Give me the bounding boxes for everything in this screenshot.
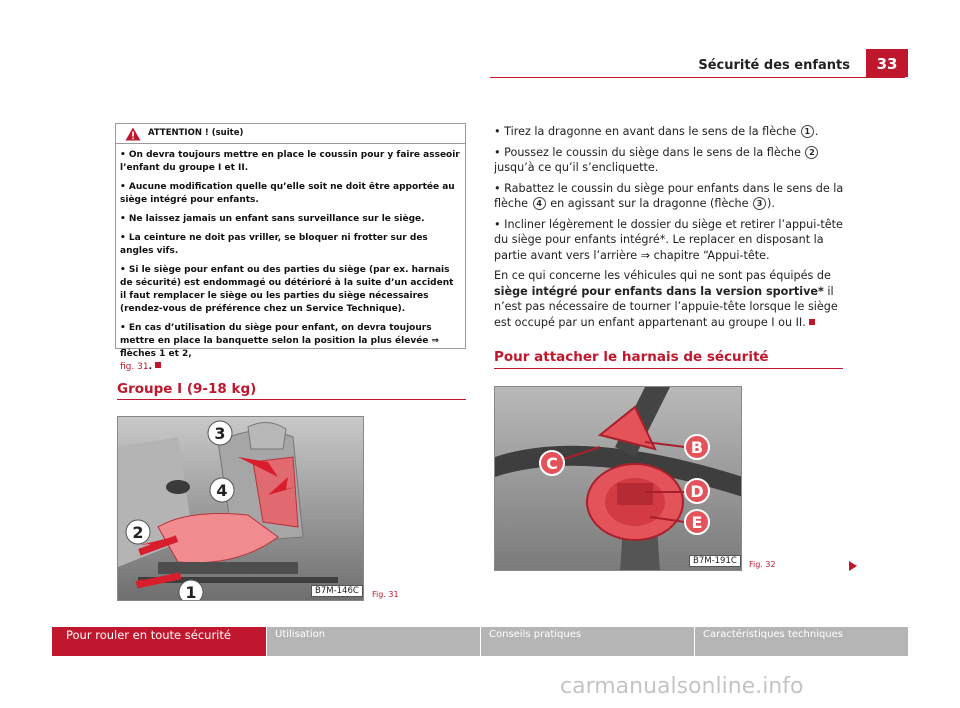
header-rule [490,77,905,78]
step-3 [494,181,846,212]
period: . [148,362,152,372]
section-rule [117,399,466,400]
next-page-arrow-icon[interactable] [848,561,858,571]
arrow-ref-1: 1 [801,125,814,138]
callout-c: C [546,454,558,473]
warning-title: ATTENTION ! (suite) [148,128,244,138]
warning-body [120,149,460,380]
step-text: ). [767,197,775,210]
callout-3: 3 [214,424,226,443]
warning-item: • Si le siège pour enfant ou des parties du siège (par ex. harnais de sécurité) est endommagé ou détérioré à la suite d’un accident il faut remplacer le siège ou les parties du siège nécessaires (rendez-vous de préférence chez un Service Technique). [120,265,454,314]
step-text: jusqu’à ce qu’il s’encliquette. [494,161,659,174]
fig-31-link[interactable]: fig. 31 [120,362,149,372]
warning-item: • Aucune modification quelle qu’elle soit ne doit être apportée au siège intégré pour enfants. [120,182,455,205]
step-text: • Poussez le coussin du siège dans le sens de la flèche [494,145,801,159]
tab-utilisation[interactable]: Utilisation [266,627,480,656]
tab-conseils-pratiques[interactable]: Conseils pratiques [480,627,694,656]
section-heading-group-1: Groupe I (9-18 kg) [117,381,257,397]
step-text: . [814,125,819,138]
note-paragraph [494,268,846,330]
figure-32-caption: Fig. 32 [749,560,776,569]
figure-31-child-seat [117,416,364,601]
note-bold-text: siège intégré pour enfants dans la version sportive* [494,284,824,298]
step-text: • Rabattez le coussin du siège pour enfants dans le sens de la flèche [494,181,844,210]
callout-4: 4 [216,481,228,500]
callout-e: E [691,513,703,532]
arrow-ref-4: 4 [533,197,546,210]
section-rule [494,368,843,369]
end-marker-icon [809,319,815,325]
callout-d: D [690,482,704,501]
warning-item: • La ceinture ne doit pas vriller, se bloquer ni frotter sur des angles vifs. [120,233,428,256]
warning-item-text: • En cas d’utilisation du siège pour enfant, on devra toujours mettre en place la banquette selon la position la plus élevée ⇒ flèches 1 et 2, [120,323,440,359]
end-marker-icon [155,362,161,368]
warning-box [115,123,466,372]
step-4: • Incliner légèrement le dossier du siège et retirer l’appui-tête du siège pour enfants intégré*. Le replacer en disposant la partie avant vers l’arrière ⇒ chapitre “Appui-tête. [494,217,843,262]
tab-pour-rouler-en-toute-securite[interactable]: Pour rouler en toute sécurité [52,627,266,656]
instructions-text [494,124,846,335]
warning-item: • On devra toujours mettre en place le coussin pour y faire asseoir l’enfant du groupe I et II. [120,150,460,173]
note-text: En ce qui concerne les véhicules qui ne sont pas équipés de [494,269,831,282]
note-text: il n’est pas nécessaire de tourner l’appuie-tête lorsque le siège est occupé par un enfant appartenant au groupe I ou II. [494,284,838,329]
figure-code: B7M-146C [311,585,363,597]
seat-illustration [118,417,364,601]
figure-code: B7M-191C [689,555,741,567]
harness-illustration [495,387,742,571]
running-header-title: Sécurité des enfants [698,58,850,73]
step-2 [494,145,846,176]
watermark: carmanualsonline.info [560,674,804,699]
arrow-ref-2: 2 [805,146,818,159]
warning-header [116,124,465,144]
callout-b: B [690,438,704,457]
arrow-ref-3: 3 [753,197,766,210]
step-text: • Tirez la dragonne en avant dans le sens de la flèche [494,125,797,138]
callout-1: 1 [185,583,197,601]
footer-tabs [52,627,908,656]
warning-triangle-icon [125,127,141,141]
step-text: en agissant sur la dragonne (flèche [550,197,749,210]
tab-caracteristiques-techniques[interactable]: Caractéristiques techniques [694,627,908,656]
section-heading-harness: Pour attacher le harnais de sécurité [494,349,769,365]
callout-2: 2 [132,523,144,542]
step-1 [494,124,846,140]
page-number: 33 [866,49,908,77]
warning-item-last [120,322,460,374]
figure-32-harness [494,386,742,571]
warning-item: • Ne laissez jamais un enfant sans surveillance sur le siège. [120,214,425,224]
figure-31-caption: Fig. 31 [372,590,399,599]
